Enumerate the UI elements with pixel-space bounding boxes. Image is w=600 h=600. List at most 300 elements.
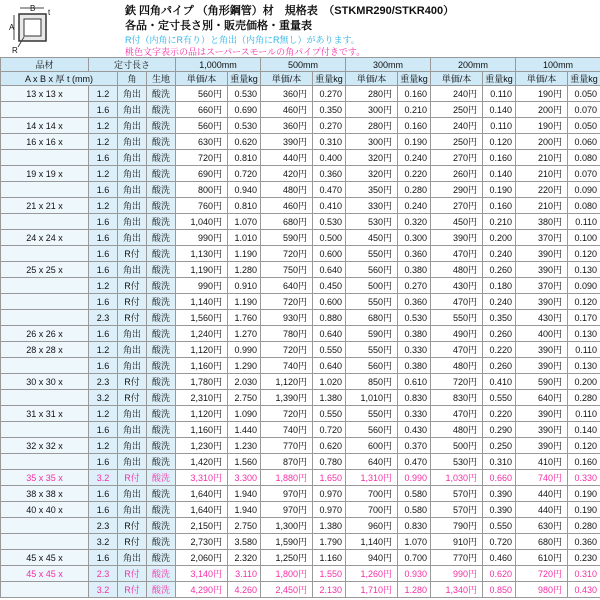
corner-cell: 角出 bbox=[118, 86, 147, 102]
weight-cell: 0.940 bbox=[228, 182, 261, 198]
thickness-cell: 3.2 bbox=[89, 582, 118, 598]
weight-cell: 0.050 bbox=[568, 86, 600, 102]
finish-cell: 酸洗 bbox=[147, 534, 176, 550]
price-cell: 720円 bbox=[261, 246, 313, 262]
price-cell: 210円 bbox=[516, 150, 568, 166]
weight-cell: 0.850 bbox=[483, 582, 516, 598]
col-header-weight: 重量kg bbox=[483, 72, 516, 86]
col-header-price: 単価/本 bbox=[261, 72, 313, 86]
price-cell: 600円 bbox=[346, 438, 398, 454]
price-cell: 1,140円 bbox=[176, 294, 228, 310]
size-cell: 40 x 40 x bbox=[1, 502, 89, 518]
weight-cell: 0.140 bbox=[483, 166, 516, 182]
weight-cell: 4.260 bbox=[228, 582, 261, 598]
price-cell: 1,190円 bbox=[176, 262, 228, 278]
weight-cell: 0.120 bbox=[483, 134, 516, 150]
table-row bbox=[1, 198, 600, 214]
weight-cell: 0.360 bbox=[313, 166, 346, 182]
finish-cell: 酸洗 bbox=[147, 486, 176, 502]
price-cell: 690円 bbox=[176, 166, 228, 182]
weight-cell: 0.640 bbox=[313, 358, 346, 374]
table-row bbox=[1, 406, 600, 422]
col-header-price: 単価/本 bbox=[346, 72, 398, 86]
finish-cell: 酸洗 bbox=[147, 278, 176, 294]
table-row bbox=[1, 422, 600, 438]
size-cell bbox=[1, 310, 89, 326]
price-cell: 390円 bbox=[516, 246, 568, 262]
price-cell: 1,010円 bbox=[346, 390, 398, 406]
weight-cell: 0.400 bbox=[313, 150, 346, 166]
table-row bbox=[1, 550, 600, 566]
weight-cell: 0.360 bbox=[398, 294, 431, 310]
corner-cell: 角出 bbox=[118, 454, 147, 470]
price-cell: 270円 bbox=[431, 150, 483, 166]
size-cell: 45 x 45 x bbox=[1, 566, 89, 582]
price-cell: 570円 bbox=[431, 486, 483, 502]
price-cell: 570円 bbox=[431, 502, 483, 518]
price-cell: 480円 bbox=[431, 358, 483, 374]
header-row-groups bbox=[1, 58, 600, 72]
col-header-item: 品材 bbox=[1, 58, 89, 72]
price-cell: 910円 bbox=[431, 534, 483, 550]
finish-cell: 酸洗 bbox=[147, 230, 176, 246]
price-cell: 850円 bbox=[346, 374, 398, 390]
price-cell: 560円 bbox=[346, 358, 398, 374]
pipe-cross-section-diagram bbox=[8, 3, 56, 55]
price-cell: 1,300円 bbox=[261, 518, 313, 534]
corner-cell: 角出 bbox=[118, 550, 147, 566]
weight-cell: 1.020 bbox=[313, 374, 346, 390]
diagram-label-a: A bbox=[9, 23, 15, 32]
corner-cell: 角出 bbox=[118, 326, 147, 342]
weight-cell: 0.160 bbox=[398, 118, 431, 134]
price-cell: 260円 bbox=[431, 166, 483, 182]
col-header-weight: 重量kg bbox=[313, 72, 346, 86]
weight-cell: 0.260 bbox=[483, 262, 516, 278]
weight-cell: 0.080 bbox=[568, 150, 600, 166]
thickness-cell: 1.6 bbox=[89, 102, 118, 118]
weight-cell: 0.530 bbox=[398, 310, 431, 326]
size-cell: 14 x 14 x bbox=[1, 118, 89, 134]
price-cell: 590円 bbox=[516, 374, 568, 390]
thickness-cell: 3.2 bbox=[89, 470, 118, 486]
weight-cell: 0.600 bbox=[313, 246, 346, 262]
corner-cell: 角出 bbox=[118, 262, 147, 278]
size-cell bbox=[1, 294, 89, 310]
size-cell: 13 x 13 x bbox=[1, 86, 89, 102]
price-cell: 390円 bbox=[516, 438, 568, 454]
corner-cell: 角出 bbox=[118, 358, 147, 374]
size-cell bbox=[1, 182, 89, 198]
price-cell: 1,640円 bbox=[176, 502, 228, 518]
weight-cell: 0.100 bbox=[568, 230, 600, 246]
thickness-cell: 3.2 bbox=[89, 534, 118, 550]
thickness-cell: 1.6 bbox=[89, 454, 118, 470]
thickness-cell: 1.6 bbox=[89, 150, 118, 166]
weight-cell: 0.310 bbox=[568, 566, 600, 582]
price-cell: 720円 bbox=[261, 406, 313, 422]
price-cell: 980円 bbox=[516, 582, 568, 598]
weight-cell: 0.720 bbox=[228, 166, 261, 182]
price-cell: 1,640円 bbox=[176, 486, 228, 502]
weight-cell: 1.380 bbox=[313, 390, 346, 406]
col-header-1000mm: 1,000mm bbox=[176, 58, 261, 72]
table-row bbox=[1, 374, 600, 390]
weight-cell: 0.810 bbox=[228, 198, 261, 214]
weight-cell: 0.410 bbox=[313, 198, 346, 214]
price-cell: 390円 bbox=[516, 358, 568, 374]
price-cell: 390円 bbox=[516, 422, 568, 438]
size-cell: 35 x 35 x bbox=[1, 470, 89, 486]
weight-cell: 0.780 bbox=[313, 454, 346, 470]
size-cell: 19 x 19 x bbox=[1, 166, 89, 182]
price-cell: 800円 bbox=[176, 182, 228, 198]
weight-cell: 0.550 bbox=[313, 406, 346, 422]
price-cell: 550円 bbox=[346, 342, 398, 358]
price-cell: 440円 bbox=[261, 150, 313, 166]
thickness-cell: 1.6 bbox=[89, 182, 118, 198]
price-cell: 200円 bbox=[516, 134, 568, 150]
weight-cell: 0.880 bbox=[313, 310, 346, 326]
price-cell: 550円 bbox=[431, 310, 483, 326]
price-cell: 210円 bbox=[516, 166, 568, 182]
weight-cell: 0.990 bbox=[228, 342, 261, 358]
price-cell: 500円 bbox=[431, 438, 483, 454]
price-cell: 250円 bbox=[431, 102, 483, 118]
finish-cell: 酸洗 bbox=[147, 166, 176, 182]
price-cell: 1,240円 bbox=[176, 326, 228, 342]
table-header bbox=[1, 58, 600, 86]
price-cell: 240円 bbox=[431, 118, 483, 134]
weight-cell: 0.450 bbox=[313, 278, 346, 294]
weight-cell: 0.330 bbox=[398, 406, 431, 422]
weight-cell: 0.580 bbox=[398, 486, 431, 502]
weight-cell: 0.970 bbox=[313, 486, 346, 502]
finish-cell: 酸洗 bbox=[147, 246, 176, 262]
price-cell: 3,310円 bbox=[176, 470, 228, 486]
table-row bbox=[1, 294, 600, 310]
price-cell: 1,250円 bbox=[261, 550, 313, 566]
price-cell: 480円 bbox=[261, 182, 313, 198]
weight-cell: 0.230 bbox=[568, 550, 600, 566]
table-row bbox=[1, 182, 600, 198]
col-header-price: 単価/本 bbox=[431, 72, 483, 86]
price-cell: 630円 bbox=[516, 518, 568, 534]
corner-cell: R付 bbox=[118, 518, 147, 534]
price-cell: 720円 bbox=[176, 150, 228, 166]
weight-cell: 0.380 bbox=[398, 262, 431, 278]
finish-cell: 酸洗 bbox=[147, 502, 176, 518]
price-cell: 1,590円 bbox=[261, 534, 313, 550]
table-row bbox=[1, 454, 600, 470]
price-cell: 740円 bbox=[516, 470, 568, 486]
col-header-200mm: 200mm bbox=[431, 58, 516, 72]
weight-cell: 0.240 bbox=[483, 294, 516, 310]
thickness-cell: 1.2 bbox=[89, 342, 118, 358]
price-cell: 660円 bbox=[176, 102, 228, 118]
price-table bbox=[0, 57, 600, 598]
size-cell: 38 x 38 x bbox=[1, 486, 89, 502]
price-cell: 2,450円 bbox=[261, 582, 313, 598]
weight-cell: 0.090 bbox=[568, 182, 600, 198]
price-cell: 460円 bbox=[261, 198, 313, 214]
weight-cell: 0.210 bbox=[398, 102, 431, 118]
price-cell: 530円 bbox=[431, 454, 483, 470]
price-cell: 360円 bbox=[261, 86, 313, 102]
price-cell: 350円 bbox=[346, 182, 398, 198]
price-cell: 370円 bbox=[516, 230, 568, 246]
weight-cell: 0.720 bbox=[483, 534, 516, 550]
table-row bbox=[1, 230, 600, 246]
price-cell: 930円 bbox=[261, 310, 313, 326]
diagram-label-t: t bbox=[48, 8, 51, 17]
weight-cell: 0.240 bbox=[398, 150, 431, 166]
finish-cell: 酸洗 bbox=[147, 406, 176, 422]
corner-cell: R付 bbox=[118, 278, 147, 294]
weight-cell: 0.160 bbox=[398, 86, 431, 102]
thickness-cell: 2.3 bbox=[89, 566, 118, 582]
thickness-cell: 1.6 bbox=[89, 294, 118, 310]
size-cell: 24 x 24 x bbox=[1, 230, 89, 246]
col-header-price: 単価/本 bbox=[176, 72, 228, 86]
weight-cell: 2.750 bbox=[228, 390, 261, 406]
price-cell: 390円 bbox=[516, 406, 568, 422]
table-row bbox=[1, 310, 600, 326]
price-cell: 590円 bbox=[346, 326, 398, 342]
corner-cell: 角出 bbox=[118, 214, 147, 230]
corner-cell: 角出 bbox=[118, 230, 147, 246]
corner-cell: 角出 bbox=[118, 182, 147, 198]
price-cell: 1,040円 bbox=[176, 214, 228, 230]
price-cell: 490円 bbox=[431, 326, 483, 342]
price-cell: 640円 bbox=[261, 278, 313, 294]
weight-cell: 0.110 bbox=[568, 406, 600, 422]
corner-cell: R付 bbox=[118, 390, 147, 406]
price-cell: 430円 bbox=[431, 278, 483, 294]
weight-cell: 0.360 bbox=[568, 534, 600, 550]
col-header-price: 単価/本 bbox=[516, 72, 568, 86]
finish-cell: 酸洗 bbox=[147, 262, 176, 278]
price-cell: 270円 bbox=[431, 198, 483, 214]
weight-cell: 1.090 bbox=[228, 406, 261, 422]
weight-cell: 0.090 bbox=[568, 278, 600, 294]
size-cell bbox=[1, 278, 89, 294]
corner-cell: 角出 bbox=[118, 486, 147, 502]
page-subtitle: 各品・定寸長さ別・販売価格・重量表 bbox=[125, 20, 312, 32]
weight-cell: 1.560 bbox=[228, 454, 261, 470]
weight-cell: 0.160 bbox=[483, 150, 516, 166]
finish-cell: 酸洗 bbox=[147, 102, 176, 118]
price-cell: 640円 bbox=[346, 454, 398, 470]
price-cell: 380円 bbox=[516, 214, 568, 230]
weight-cell: 0.530 bbox=[228, 86, 261, 102]
price-cell: 1,160円 bbox=[176, 358, 228, 374]
weight-cell: 0.430 bbox=[568, 582, 600, 598]
weight-cell: 1.070 bbox=[398, 534, 431, 550]
size-cell: 26 x 26 x bbox=[1, 326, 89, 342]
diagram-label-b: B bbox=[30, 4, 36, 13]
price-cell: 700円 bbox=[346, 502, 398, 518]
weight-cell: 0.210 bbox=[483, 214, 516, 230]
price-cell: 780円 bbox=[261, 326, 313, 342]
weight-cell: 1.290 bbox=[228, 358, 261, 374]
weight-cell: 0.530 bbox=[313, 214, 346, 230]
price-cell: 630円 bbox=[176, 134, 228, 150]
price-cell: 560円 bbox=[346, 422, 398, 438]
weight-cell: 0.120 bbox=[568, 294, 600, 310]
price-cell: 1,710円 bbox=[346, 582, 398, 598]
weight-cell: 0.160 bbox=[568, 454, 600, 470]
thickness-cell: 1.6 bbox=[89, 358, 118, 374]
table-row bbox=[1, 470, 600, 486]
price-cell: 360円 bbox=[261, 118, 313, 134]
price-cell: 460円 bbox=[261, 102, 313, 118]
thickness-cell: 3.2 bbox=[89, 390, 118, 406]
finish-cell: 酸洗 bbox=[147, 582, 176, 598]
weight-cell: 0.110 bbox=[483, 86, 516, 102]
thickness-cell: 2.3 bbox=[89, 310, 118, 326]
price-cell: 790円 bbox=[431, 518, 483, 534]
finish-cell: 酸洗 bbox=[147, 342, 176, 358]
price-cell: 300円 bbox=[346, 102, 398, 118]
col-header-weight: 重量kg bbox=[568, 72, 600, 86]
finish-cell: 酸洗 bbox=[147, 294, 176, 310]
corner-cell: 角出 bbox=[118, 134, 147, 150]
weight-cell: 0.810 bbox=[228, 150, 261, 166]
price-cell: 530円 bbox=[346, 214, 398, 230]
finish-cell: 酸洗 bbox=[147, 518, 176, 534]
finish-cell: 酸洗 bbox=[147, 374, 176, 390]
weight-cell: 2.130 bbox=[313, 582, 346, 598]
weight-cell: 0.530 bbox=[228, 118, 261, 134]
price-cell: 720円 bbox=[431, 374, 483, 390]
weight-cell: 0.500 bbox=[313, 230, 346, 246]
weight-cell: 0.140 bbox=[483, 102, 516, 118]
price-cell: 240円 bbox=[431, 86, 483, 102]
col-header-100mm: 100mm bbox=[516, 58, 600, 72]
corner-cell: 角出 bbox=[118, 342, 147, 358]
weight-cell: 0.410 bbox=[483, 374, 516, 390]
finish-cell: 酸洗 bbox=[147, 470, 176, 486]
thickness-cell: 1.2 bbox=[89, 86, 118, 102]
finish-cell: 酸洗 bbox=[147, 550, 176, 566]
price-cell: 280円 bbox=[346, 86, 398, 102]
weight-cell: 0.830 bbox=[398, 390, 431, 406]
price-cell: 320円 bbox=[346, 166, 398, 182]
weight-cell: 0.350 bbox=[483, 310, 516, 326]
price-cell: 1,420円 bbox=[176, 454, 228, 470]
weight-cell: 0.190 bbox=[568, 486, 600, 502]
finish-cell: 酸洗 bbox=[147, 118, 176, 134]
header-row-sub bbox=[1, 72, 600, 86]
price-cell: 400円 bbox=[516, 326, 568, 342]
price-cell: 480円 bbox=[431, 262, 483, 278]
price-cell: 560円 bbox=[176, 86, 228, 102]
weight-cell: 0.110 bbox=[483, 118, 516, 134]
price-cell: 550円 bbox=[346, 246, 398, 262]
corner-cell: 角出 bbox=[118, 422, 147, 438]
price-cell: 970円 bbox=[261, 486, 313, 502]
weight-cell: 0.130 bbox=[568, 358, 600, 374]
weight-cell: 0.310 bbox=[313, 134, 346, 150]
weight-cell: 0.320 bbox=[398, 214, 431, 230]
price-cell: 1,030円 bbox=[431, 470, 483, 486]
weight-cell: 0.380 bbox=[398, 326, 431, 342]
price-cell: 2,730円 bbox=[176, 534, 228, 550]
weight-cell: 1.380 bbox=[313, 518, 346, 534]
page-title: 鉄 四角パイプ （角形鋼管）材 規格表 （STKMR290/STKR400） bbox=[125, 5, 455, 17]
weight-cell: 0.250 bbox=[483, 438, 516, 454]
size-cell: 28 x 28 x bbox=[1, 342, 89, 358]
thickness-cell: 1.2 bbox=[89, 438, 118, 454]
thickness-cell: 1.2 bbox=[89, 198, 118, 214]
finish-cell: 酸洗 bbox=[147, 326, 176, 342]
finish-cell: 酸洗 bbox=[147, 358, 176, 374]
price-cell: 370円 bbox=[516, 278, 568, 294]
price-cell: 290円 bbox=[431, 182, 483, 198]
price-cell: 830円 bbox=[431, 390, 483, 406]
weight-cell: 0.240 bbox=[398, 198, 431, 214]
weight-cell: 0.280 bbox=[568, 518, 600, 534]
weight-cell: 0.470 bbox=[398, 454, 431, 470]
weight-cell: 0.220 bbox=[398, 166, 431, 182]
corner-cell: R付 bbox=[118, 294, 147, 310]
note-pink-items: 桃色文字表示の品はスーパースモールの角パイプ付きです。 bbox=[125, 47, 366, 57]
weight-cell: 0.270 bbox=[313, 86, 346, 102]
size-cell bbox=[1, 582, 89, 598]
price-cell: 320円 bbox=[346, 150, 398, 166]
price-cell: 1,880円 bbox=[261, 470, 313, 486]
weight-cell: 0.550 bbox=[483, 518, 516, 534]
weight-cell: 1.760 bbox=[228, 310, 261, 326]
weight-cell: 1.270 bbox=[228, 326, 261, 342]
weight-cell: 3.110 bbox=[228, 566, 261, 582]
price-cell: 760円 bbox=[176, 198, 228, 214]
price-cell: 390円 bbox=[261, 134, 313, 150]
weight-cell: 1.160 bbox=[313, 550, 346, 566]
weight-cell: 0.200 bbox=[568, 374, 600, 390]
table-row bbox=[1, 86, 600, 102]
weight-cell: 1.940 bbox=[228, 502, 261, 518]
weight-cell: 0.110 bbox=[568, 342, 600, 358]
weight-cell: 0.190 bbox=[398, 134, 431, 150]
weight-cell: 0.130 bbox=[568, 326, 600, 342]
thickness-cell: 2.3 bbox=[89, 374, 118, 390]
weight-cell: 0.220 bbox=[483, 342, 516, 358]
weight-cell: 0.170 bbox=[568, 310, 600, 326]
price-cell: 990円 bbox=[431, 566, 483, 582]
weight-cell: 0.270 bbox=[398, 278, 431, 294]
weight-cell: 0.200 bbox=[483, 230, 516, 246]
price-cell: 420円 bbox=[261, 166, 313, 182]
weight-cell: 0.910 bbox=[228, 278, 261, 294]
price-cell: 1,120円 bbox=[176, 342, 228, 358]
price-cell: 750円 bbox=[261, 262, 313, 278]
size-cell bbox=[1, 150, 89, 166]
corner-cell: 角出 bbox=[118, 102, 147, 118]
table-row bbox=[1, 262, 600, 278]
weight-cell: 0.350 bbox=[313, 102, 346, 118]
weight-cell: 0.060 bbox=[568, 134, 600, 150]
thickness-cell: 1.6 bbox=[89, 214, 118, 230]
price-cell: 610円 bbox=[516, 550, 568, 566]
price-cell: 440円 bbox=[516, 502, 568, 518]
weight-cell: 0.080 bbox=[568, 198, 600, 214]
size-cell bbox=[1, 102, 89, 118]
weight-cell: 3.580 bbox=[228, 534, 261, 550]
weight-cell: 0.070 bbox=[568, 166, 600, 182]
thickness-cell: 1.6 bbox=[89, 486, 118, 502]
